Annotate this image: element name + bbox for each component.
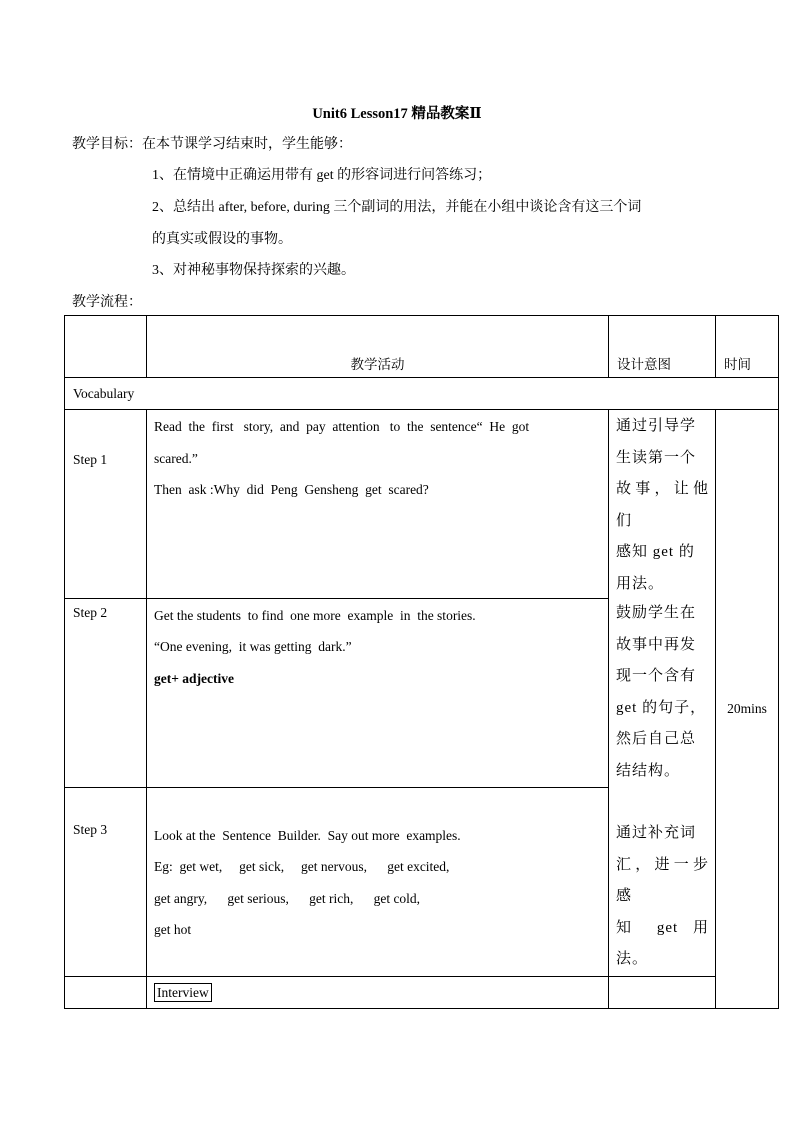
document-title: Unit6 Lesson17 精品教案Ⅱ [312,106,482,122]
step-1-line-2: scared.” [154,450,198,466]
intent-line: 通过补充词 [616,825,697,841]
header-activity: 教学活动 [147,316,609,378]
step-3-cell [65,787,147,976]
table-row [65,976,779,1008]
step-2-line-1: Get the students to find one more example in the stories. [154,607,476,623]
intent-line: 现一个含有 [616,668,697,684]
time-cell: 20mins [716,410,779,1009]
step-3-label: Step 3 [73,821,108,837]
intent-column [609,410,716,977]
intent-line: 故事中再发 [616,636,697,653]
step-1-cell [65,410,147,599]
goal-item-1: 1、在情境中正确运用带有 get 的形容词进行问答练习； [152,168,492,183]
intent-line: 通过引导学 [616,418,697,434]
intent-line: 知 get 用法。 [616,919,709,967]
teaching-flow-table [64,315,779,1009]
table-header-row [65,316,779,378]
step-1-line-3: Then ask :Why did Peng Gensheng get scared? [154,482,429,497]
intent-line: 结结构。 [616,762,681,779]
intent-line: 鼓励学生在 [616,605,697,621]
intent-line: 感知 get 的 [616,544,695,560]
step-3-intent [609,787,715,976]
intent-line: 生读第一个 [616,449,697,466]
goal-item-2: 2、总结出 after, before, during 三个副词的用法，并能在小组中谈论含有这三个词 [152,200,642,215]
interview-empty-cell [65,976,147,1008]
step-2-structure: get+ adjective [154,670,235,686]
section-vocabulary: Vocabulary [65,378,779,410]
header-time: 时间 [716,316,779,378]
goal-item-2-cont: 的真实或假设的事物。 [152,232,292,247]
intent-line: get 的句子， [616,699,707,716]
step-3-line-2: Eg: get wet, get sick, get nervous, get excited, [154,859,450,875]
step-3-line-3: get angry, get serious, get rich, get cold, [154,890,421,906]
intent-line: 故事，让他们 [616,481,709,529]
interview-intent-cell [609,976,716,1008]
step-2-line-2: “One evening, it was getting dark.” [154,639,352,655]
step-1-label: Step 1 [73,452,108,467]
section-row [65,378,779,410]
step-2-activity [147,598,609,787]
step-1-intent [609,410,715,597]
step-3-line-1: Look at the Sentence Builder. Say out more examples. [154,827,461,843]
header-intent: 设计意图 [609,316,716,378]
interview-cell [147,976,609,1008]
intent-line: 汇，进一步感 [616,856,709,904]
step-3-line-4: get hot [154,922,192,938]
step-1-activity [147,410,609,599]
step-3-activity [147,787,609,976]
step-2-cell [65,598,147,787]
step-1-line-1: Read the first story, and pay attention to the sentence“ He got [154,419,530,434]
step-2-intent [609,597,715,787]
intent-line: 用法。 [616,575,665,592]
step-2-label: Step 2 [73,604,108,620]
intent-line: 然后自己总 [616,731,697,747]
table-row [65,410,779,599]
goal-item-3: 3、对神秘事物保持探索的兴趣。 [152,263,355,278]
flow-label: 教学流程： [72,295,142,310]
interview-label: Interview [154,983,212,1002]
goal-label: 教学目标：在本节课学习结束时，学生能够： [72,137,352,152]
header-empty-cell [65,316,147,378]
